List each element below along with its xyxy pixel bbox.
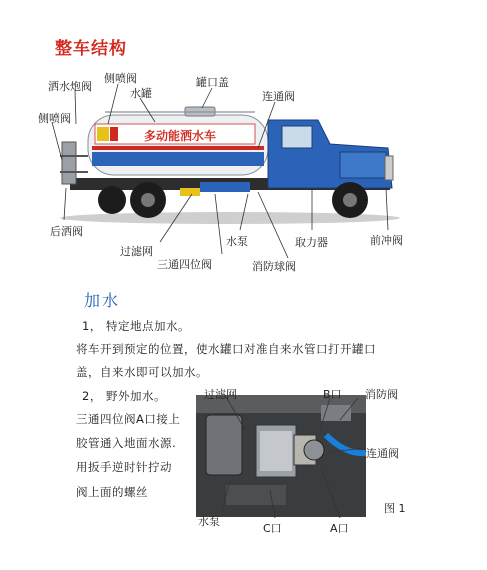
label-side-valve-left: 侧喷阀	[38, 112, 71, 125]
fig-label-port-b: B口	[323, 388, 342, 401]
label-connect-valve: 连通阀	[262, 90, 295, 103]
item-1: 1， 特定地点加水。	[82, 319, 190, 333]
fig-label-fire-valve: 消防阀	[365, 388, 398, 401]
fig-label-pump: 水泵	[198, 515, 220, 528]
fig-label-port-c: C口	[263, 522, 282, 535]
label-cannon-valve: 洒水炮阀	[48, 80, 92, 93]
label-tank-lid: 罐口盖	[196, 76, 229, 89]
para-2-line-4: 阀上面的螺丝	[76, 485, 148, 499]
label-three-four-valve: 三通四位阀	[157, 258, 212, 271]
label-pump: 水泵	[226, 235, 248, 248]
label-fire-valve: 消防球阀	[252, 260, 296, 273]
label-rear-spray: 后洒阀	[50, 225, 83, 238]
para-1-line-2: 盖，自来水即可以加水。	[76, 365, 208, 379]
para-2-line-2: 胶管通入地面水源.	[76, 436, 177, 450]
fig-label-port-a: A口	[330, 522, 349, 535]
tank-banner-text: 多动能洒水车	[143, 129, 217, 143]
label-tank: 水罐	[130, 87, 152, 100]
para-2-line-1: 三通四位阀A口接上	[76, 412, 181, 426]
section-heading: 加水	[84, 291, 121, 310]
fig-label-connect-valve: 连通阀	[366, 447, 399, 460]
item-2: 2， 野外加水。	[82, 389, 166, 403]
label-filter: 过滤网	[120, 245, 153, 258]
label-front-flush: 前冲阀	[370, 234, 403, 247]
label-side-valve-top: 侧喷阀	[104, 72, 137, 85]
fig-label-filter: 过滤网	[204, 388, 237, 401]
page-title: 整车结构	[55, 39, 127, 59]
para-1-line-1: 将车开到预定的位置，使水罐口对准自来水管口打开罐口	[76, 342, 376, 356]
figure-caption: 图 1	[384, 502, 406, 515]
figure-leaders	[190, 390, 390, 530]
label-pto: 取力器	[295, 236, 328, 249]
para-2-line-3: 用扳手逆时针拧动	[76, 460, 172, 474]
